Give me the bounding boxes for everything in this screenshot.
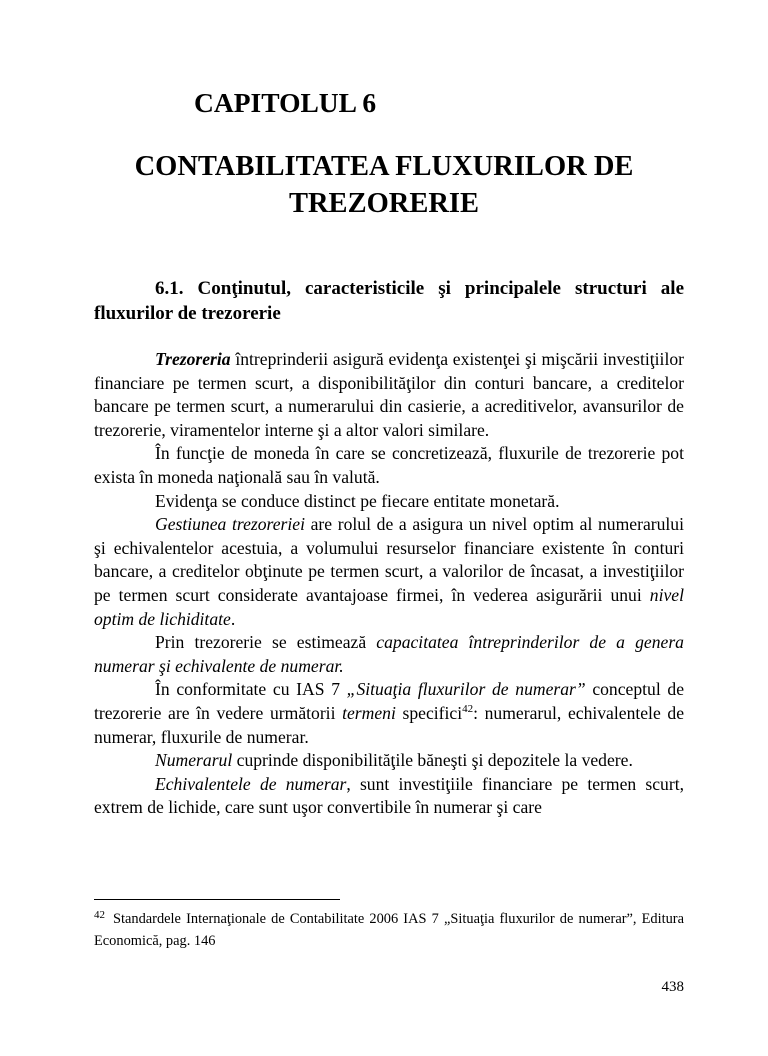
paragraph-text: cuprinde disponibilităţile băneşti şi depozitele la vedere. xyxy=(232,750,633,771)
section-heading: 6.1. Conţinutul, caracteristicile şi principalele structuri ale fluxurilor de trezorerie xyxy=(94,278,684,324)
paragraph-evidenta: Evidenţa se conduce distinct pe fiecare entitate monetară. xyxy=(155,490,560,511)
paragraph-text: întreprinderii asigură evidenţa existenţei şi mişcării investiţiilor financiare pe termen scurt, a disponibilităţilor din conturi bancare, a creditelor bancare pe termen scurt, a numerarului din casierie, a acreditivelor, avansurilor de trezorerie, viramentelor interne şi a altor valori similare. xyxy=(94,349,684,440)
term-echivalentele: Echivalentele de numerar xyxy=(155,773,347,794)
footnote-separator xyxy=(94,899,340,900)
chapter-title-line1: CONTABILITATEA FLUXURILOR DE xyxy=(134,151,634,182)
emphasis: capacitatea întreprinderilor de a genera numerar şi echivalente de numerar. xyxy=(94,632,684,676)
term-numerarul: Numerarul xyxy=(155,750,233,771)
term-gestiunea: Gestiunea trezoreriei xyxy=(155,514,305,535)
paragraph-estimare xyxy=(94,631,684,678)
page-number: 438 xyxy=(661,979,684,995)
paragraph-ias7 xyxy=(94,678,684,749)
paragraph-text: În conformitate cu IAS 7 xyxy=(155,679,347,700)
emphasis: nivel optim de lichiditate xyxy=(94,584,684,629)
paragraph-text: specifici xyxy=(395,702,463,723)
ias7-quote: „Situaţia fluxurilor de numerar” xyxy=(346,679,586,700)
footnote xyxy=(94,908,684,952)
footnote-ref[interactable]: 42 xyxy=(462,702,474,715)
emphasis: termeni xyxy=(342,702,396,723)
chapter-title-line2: TREZORERIE xyxy=(288,188,480,219)
paragraph-text: : numerarul, echivalentele de numerar, fluxurile de numerar. xyxy=(94,702,685,747)
chapter-label: CAPITOLUL 6 xyxy=(194,87,377,118)
paragraph-text: Prin trezorerie se estimează xyxy=(155,632,377,653)
paragraph-moneda: În funcţie de moneda în care se concretizează, fluxurile de trezorerie pot exista în moneda naţională sau în valută. xyxy=(94,443,684,487)
term-trezoreria: Trezoreria xyxy=(155,349,231,369)
footnote-number: 42 xyxy=(94,909,105,921)
paragraph-trezoreria xyxy=(94,348,684,442)
body-text xyxy=(94,276,684,820)
footnote-text: Standardele Internaţionale de Contabilitate 2006 IAS 7 „Situaţia fluxurilor de numerar”, Editura Economică, pag. 146 xyxy=(94,911,684,949)
paragraph-text: conceptul de trezorerie are în vedere următorii xyxy=(94,679,684,723)
paragraph-numerarul xyxy=(94,749,684,773)
chapter-title xyxy=(100,148,668,222)
paragraph-gestiunea xyxy=(94,513,684,631)
paragraph-text: are rolul de a asigura un nivel optim al numerarului şi echivalentelor acestuia, a volumului resurselor financiare existente în conturi bancare, a creditelor obţinute pe termen scurt, a valorilor de încasat, a investiţiilor pe termen scurt considerate avantajoase firmei, în vederea asigurării unui xyxy=(94,514,684,605)
paragraph-text: , sunt investiţiile financiare pe termen scurt, extrem de lichide, care sunt uşor convertibile în numerar şi care xyxy=(94,773,684,818)
paragraph-echivalentele xyxy=(94,773,684,820)
paragraph-end: . xyxy=(230,608,236,629)
